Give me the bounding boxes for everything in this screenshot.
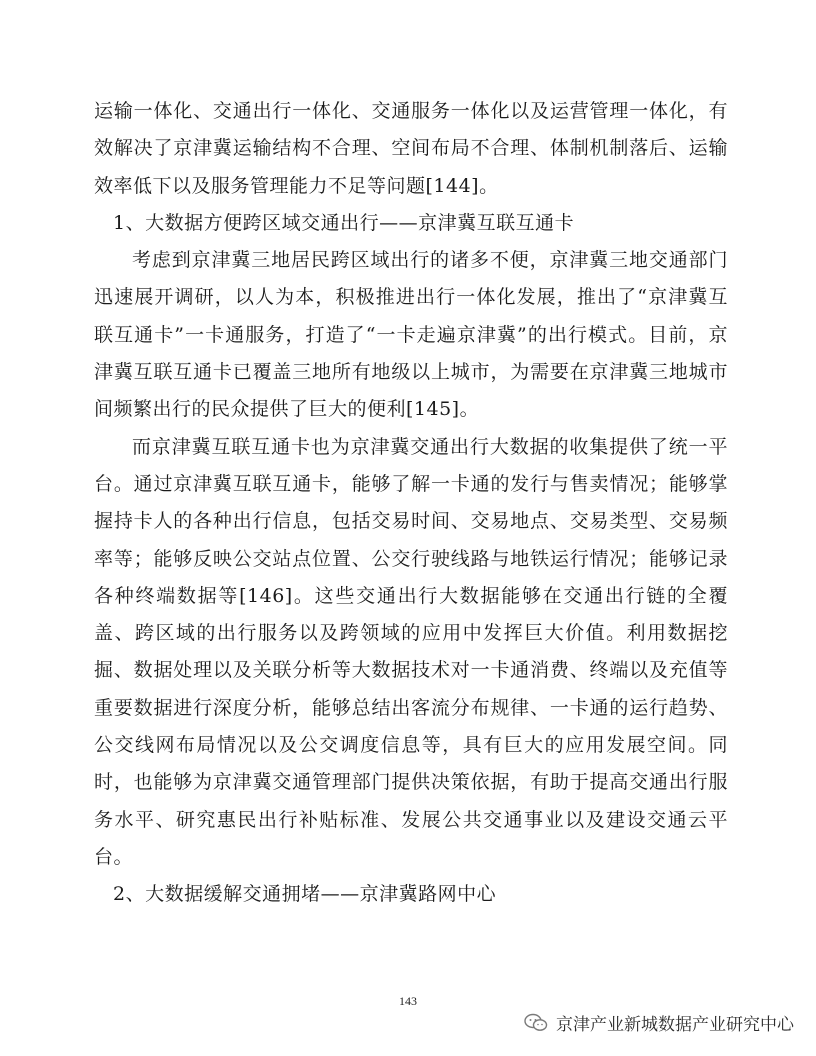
footer-brand: [524, 1010, 794, 1035]
paragraph-intro: 运输一体化、交通出行一体化、交通服务一体化以及运营管理一体化，有效解决了京津冀运输结构不合理、空间布局不合理、体制机制落后、运输效率低下以及服务管理能力不足等问题[144]。: [94, 100, 728, 197]
paragraph-card-service: 考虑到京津冀三地居民跨区域出行的诸多不便，京津冀三地交通部门迅速展开调研，以人为本，积极推进出行一体化发展，推出了“京津冀互联互通卡”一卡通服务，打造了“一卡走遍京津冀”的出行模式。目前，京津冀互联互通卡已覆盖三地所有地级以上城市，为需要在京津冀三地城市间频繁出行的民众提供了巨大的便利[145]。: [94, 249, 728, 421]
section-heading-1: 1、大数据方便跨区域交通出行——京津冀互联互通卡: [113, 211, 575, 234]
page-number: 143: [399, 994, 417, 1008]
wechat-icon: [524, 1013, 548, 1033]
footer-brand-text: 京津产业新城数据产业研究中心: [556, 1015, 794, 1035]
paragraph-card-data: 而京津冀互联互通卡也为京津冀交通出行大数据的收集提供了统一平台。通过京津冀互联互通卡，能够了解一卡通的发行与售卖情况；能够掌握持卡人的各种出行信息，包括交易时间、交易地点、交易类型、交易频率等；能够反映公交站点位置、公交行驶线路与地铁运行情况；能够记录各种终端数据等[146]。这些交通出行大数据能够在交通出行链的全覆盖、跨区域的出行服务以及跨领域的应用中发挥巨大价值。利用数据挖掘、数据处理以及关联分析等大数据技术对一卡通消费、终端以及充值等重要数据进行深度分析，能够总结出客流分布规律、一卡通的运行趋势、公交线网布局情况以及公交调度信息等，具有巨大的应用发展空间。同时，也能够为京津冀交通管理部门提供决策依据，有助于提高交通出行服务水平、研究惠民出行补贴标准、发展公共交通事业以及建设交通云平台。: [94, 435, 728, 868]
section-heading-2: 2、大数据缓解交通拥堵——京津冀路网中心: [113, 883, 497, 906]
document-body: [94, 93, 728, 914]
